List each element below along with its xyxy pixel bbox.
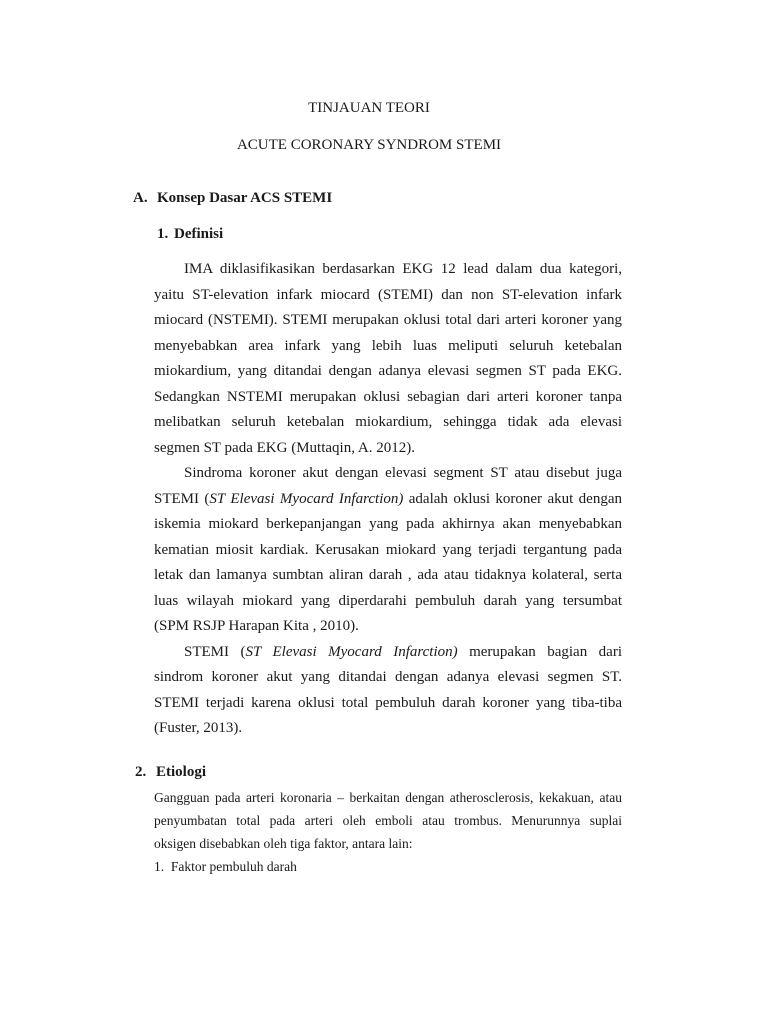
paragraph-line: (SPM RSJP Harapan Kita , 2010). xyxy=(154,618,359,634)
paragraph-line: STEMI (ST Elevasi Myocard Infarction) merupakan bagian dari xyxy=(184,643,622,660)
paragraph-line: penyumbatan total pada arteri oleh emboli atau trombus. Menurunnya suplai xyxy=(154,813,622,828)
paragraph-line: STEMI (ST Elevasi Myocard Infarction) adalah oklusi koroner akut dengan xyxy=(154,490,622,507)
italic-term: ST Elevasi Myocard Infarction) xyxy=(245,643,458,660)
paragraph-line: segmen ST pada EKG (Muttaqin, A. 2012). xyxy=(154,439,415,456)
paragraph-line: kematian miosit kardiak. Kerusakan miokard yang terjadi tergantung pada xyxy=(154,541,622,558)
etiologi-list-item: 1. Faktor pembuluh darah xyxy=(154,859,297,874)
paragraph-line: yaitu ST-elevation infark miocard (STEMI) dan non ST-elevation infark xyxy=(154,286,622,303)
subsection-2-heading: Etiologi xyxy=(156,764,207,780)
section-a-marker: A. xyxy=(133,190,148,206)
paragraph-line: IMA diklasifikasikan berdasarkan EKG 12 lead dalam dua kategori, xyxy=(184,261,622,277)
paragraph-line: menyebabkan area infark yang lebih luas meliputi seluruh ketebalan xyxy=(154,337,622,354)
paragraph-line: Sedangkan NSTEMI merupakan oklusi sebagian dari arteri koroner tanpa xyxy=(154,388,622,405)
subsection-1-marker: 1. xyxy=(157,226,169,242)
italic-term: ST Elevasi Myocard Infarction) xyxy=(209,490,404,507)
paragraph-line: sindrom koroner akut yang ditandai dengan adanya elevasi segmen ST. xyxy=(154,669,622,685)
subsection-2-marker: 2. xyxy=(135,764,147,780)
document-subtitle: ACUTE CORONARY SYNDROM STEMI xyxy=(236,137,502,153)
paragraph-line: Gangguan pada arteri koronaria – berkaitan dengan atherosclerosis, kekakuan, atau xyxy=(154,790,622,805)
paragraph-line: STEMI terjadi karena oklusi total pembuluh darah koroner yang tiba-tiba xyxy=(154,694,622,711)
paragraph-line: miokardium, yang ditandai dengan adanya elevasi segmen ST pada EKG. xyxy=(154,363,622,379)
etiologi-body xyxy=(154,786,622,878)
paragraph-line: Sindroma koroner akut dengan elevasi segment ST atau disebut juga xyxy=(184,465,622,481)
paragraph-line: letak dan lamanya sumbtan aliran darah , ada atau tidaknya kolateral, serta xyxy=(154,567,622,583)
paragraph-line: oksigen disebabkan oleh tiga faktor, antara lain: xyxy=(154,836,413,851)
paragraph-line: luas wilayah miokard yang diperdarahi pembuluh darah yang tersumbat xyxy=(154,592,622,609)
definisi-body xyxy=(154,257,622,742)
paragraph-line: iskemia miokard berkepanjangan yang pada akhirnya akan menyebabkan xyxy=(154,516,622,532)
subsection-1-heading: Definisi xyxy=(174,226,224,242)
paragraph-line: melibatkan seluruh ketebalan miokardium, sehingga tidak ada elevasi xyxy=(154,414,622,430)
paragraph-line: (Fuster, 2013). xyxy=(154,720,243,736)
paragraph-line: miocard (NSTEMI). STEMI merupakan oklusi total dari arteri koroner yang xyxy=(154,312,622,328)
section-a-heading: Konsep Dasar ACS STEMI xyxy=(157,190,333,206)
document-title: TINJAUAN TEORI xyxy=(308,100,430,116)
